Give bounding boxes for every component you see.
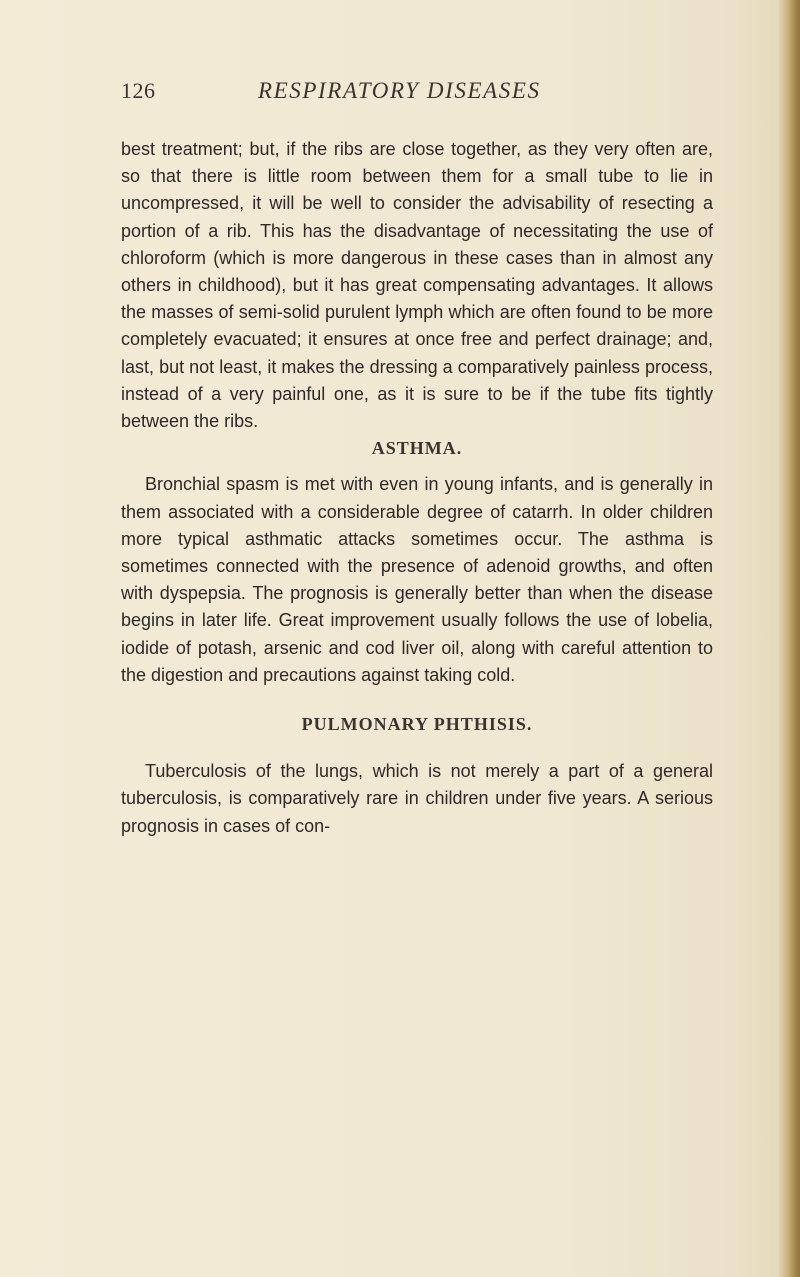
paragraph-asthma: Bronchial spasm is met with even in young infants, and is generally in them associated with a considerable degree of catarrh. In older children more typical asthmatic attacks sometimes occur. The asthma is sometimes connected with the presence of adenoid growths, and often with dyspepsia. The prognosis is generally better than when the disease begins in later life. Great improvement usually follows the use of lobelia, iodide of potash, arsenic and cod liver oil, along with careful attention to the digestion and precautions against taking cold.	[121, 474, 713, 685]
page-header	[121, 78, 721, 112]
page-binding-edge	[778, 0, 800, 1277]
section-heading-asthma: ASTHMA.	[371, 438, 463, 459]
page-number: 126	[121, 78, 156, 103]
paragraph-treatment: best treatment; but, if the ribs are close together, as they very often are, so that there is little room between them for a small tube to lie in uncompressed, it will be well to consider the advisability of resecting a portion of a rib. This has the disadvantage of necessitating the use of chloroform (which is more dangerous in these cases than in almost any others in childhood), but it has great compensating advantages. It allows the masses of semi-solid purulent lymph which are often found to be more completely evacuated; it ensures at once free and perfect drainage; and, last, but not least, it makes the dressing a comparatively painless process, instead of a very painful one, as it is sure to be if the tube fits tightly between the ribs.	[121, 139, 713, 432]
paragraph-phthisis: Tuberculosis of the lungs, which is not merely a part of a general tuberculosis, is comparatively rare in children under five years. A serious prognosis in cases of con-	[121, 761, 713, 836]
body-text	[121, 136, 713, 840]
running-head: RESPIRATORY DISEASES	[258, 78, 541, 103]
section-heading-pulmonary-phthisis: PULMONARY PHTHISIS.	[301, 714, 533, 735]
